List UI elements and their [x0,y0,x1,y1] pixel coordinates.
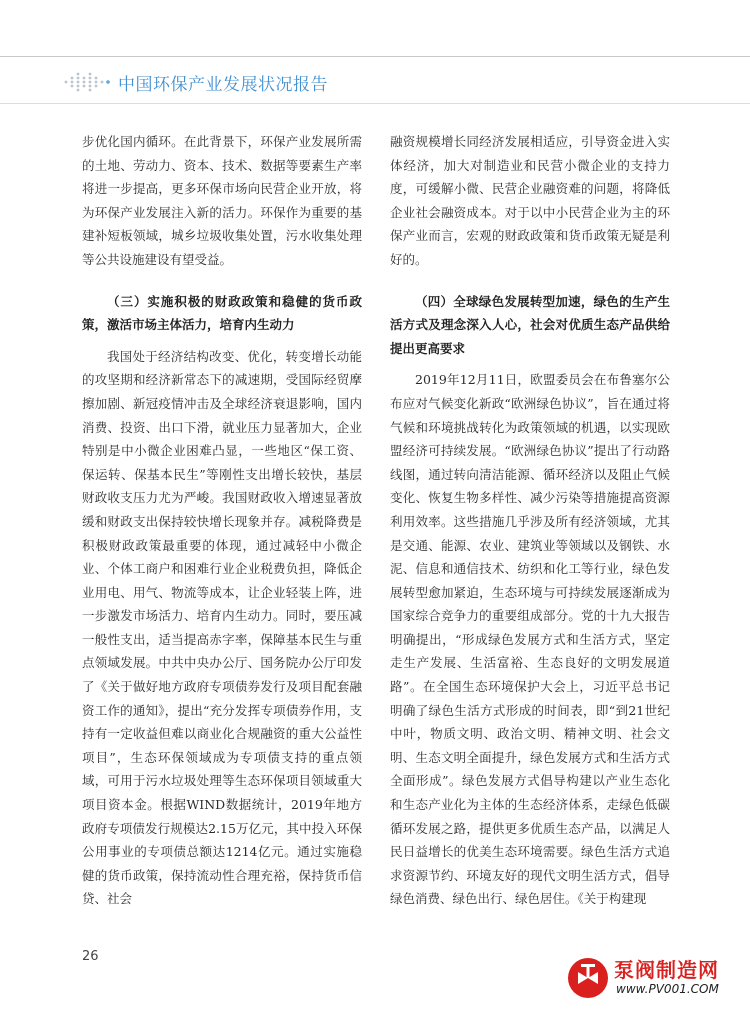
watermark [566,952,742,1006]
watermark-url: www.PV001.COM [616,982,719,996]
paragraph: 我国处于经济结构改变、优化，转变增长动能的攻坚期和经济新常态下的减速期，受国际经贸摩擦加剧、新冠疫情冲击及全球经济衰退影响，国内消费、投资、出口下滑，就业压力显著加大，企业特别是中小微企业困难凸显，一些地区“保工资、保运转、保基本民生”等刚性支出增长较快，基层财政收支压力尤为严峻。我国财政收入增速显著放缓和财政支出保持较快增长现象并存。减税降费是积极财政政策最重要的体现，通过减轻中小微企业、个体工商户和困难行业企业税费负担，降低企业用电、用气、物流等成本，让企业轻装上阵，进一步激发市场活力、培育内生动力。同时，要压减一般性支出，适当提高赤字率，保障基本民生与重点领域发展。中共中央办公厅、国务院办公厅印发了《关于做好地方政府专项债券发行及项目配套融资工作的通知》，提出“充分发挥专项债券作用，支持有一定收益但难以商业化合规融资的重大公益性项目”，生态环保领域成为专项债支持的重点领域，可用于污水垃圾处理等生态环保项目领域重大项目资本金。根据WIND数据统计，2019年地方政府专项债发行规模达2.15万亿元，其中投入环保公用事业的专项债总额达1214亿元。通过实施稳健的货币政策，保持流动性合理充裕，保持货币信贷、社会 [82,348,362,907]
section-heading: （四）全球绿色发展转型加速，绿色的生产生活方式及理念深入人心，社会对优质生态产品供给提出更高要求 [390,293,670,356]
running-header [62,60,328,104]
report-title: 中国环保产业发展状况报告 [118,74,328,95]
header-bottom-rule [0,103,750,104]
left-column [82,130,362,911]
paragraph: 融资规模增长同经济发展相适应，引导资金进入实体经济，加大对制造业和民营小微企业的支持力度，可缓解小微、民营企业融资难的问题，将降低企业社会融资成本。对于以中小民营企业为主的环保产业而言，宏观的财政政策和货币政策无疑是利好的。 [390,134,670,267]
header-top-rule [0,56,750,57]
paragraph: 步优化国内循环。在此背景下，环保产业发展所需的土地、劳动力、资本、技术、数据等要素生产率将进一步提高，更多环保市场向民营企业开放，将为环保产业发展注入新的活力。环保作为重要的基建补短板领域，城乡垃圾收集处置，污水收集处理等公共设施建设有望受益。 [82,134,362,267]
page-number: 26 [82,949,99,964]
right-column [390,130,670,911]
section-heading: （三）实施积极的财政政策和稳健的货币政策，激活市场主体活力，培育内生动力 [82,293,362,333]
watermark-brand: 泵阀制造网 [614,958,719,982]
dot-pattern-icon [62,70,114,94]
valve-logo-icon [566,956,610,1000]
paragraph: 2019年12月11日，欧盟委员会在布鲁塞尔公布应对气候变化新政“欧洲绿色协议”，旨在通过将气候和环境挑战转化为政策领域的机遇，以实现欧盟经济可持续发展。“欧洲绿色协议”提出了行动路线图，通过转向清洁能源、循环经济以及阻止气候变化、恢复生物多样性、减少污染等措施提高资源利用效率。这些措施几乎涉及所有经济领域，尤其是交通、能源、农业、建筑业等领域以及钢铁、水泥、信息和通信技术、纺织和化工等行业，绿色发展转型愈加紧迫，生态环境与可持续发展逐渐成为国家综合竞争力的重要组成部分。党的十九大报告明确提出，“形成绿色发展方式和生活方式，坚定走生产发展、生活富裕、生态良好的文明发展道路”。在全国生态环境保护大会上，习近平总书记明确了绿色生活方式形成的时间表，即“到21世纪中叶，物质文明、政治文明、精神文明、社会文明、生态文明全面提升，绿色发展方式和生活方式全面形成”。绿色发展方式倡导构建以产业生态化和生态产业化为主体的生态经济体系，走绿色低碳循环发展之路，提供更多优质生态产品，以满足人民日益增长的优美生态环境需要。绿色生活方式追求资源节约、环境友好的现代文明生活方式，倡导绿色消费、绿色出行、绿色居住。《关于构建现 [390,372,670,907]
